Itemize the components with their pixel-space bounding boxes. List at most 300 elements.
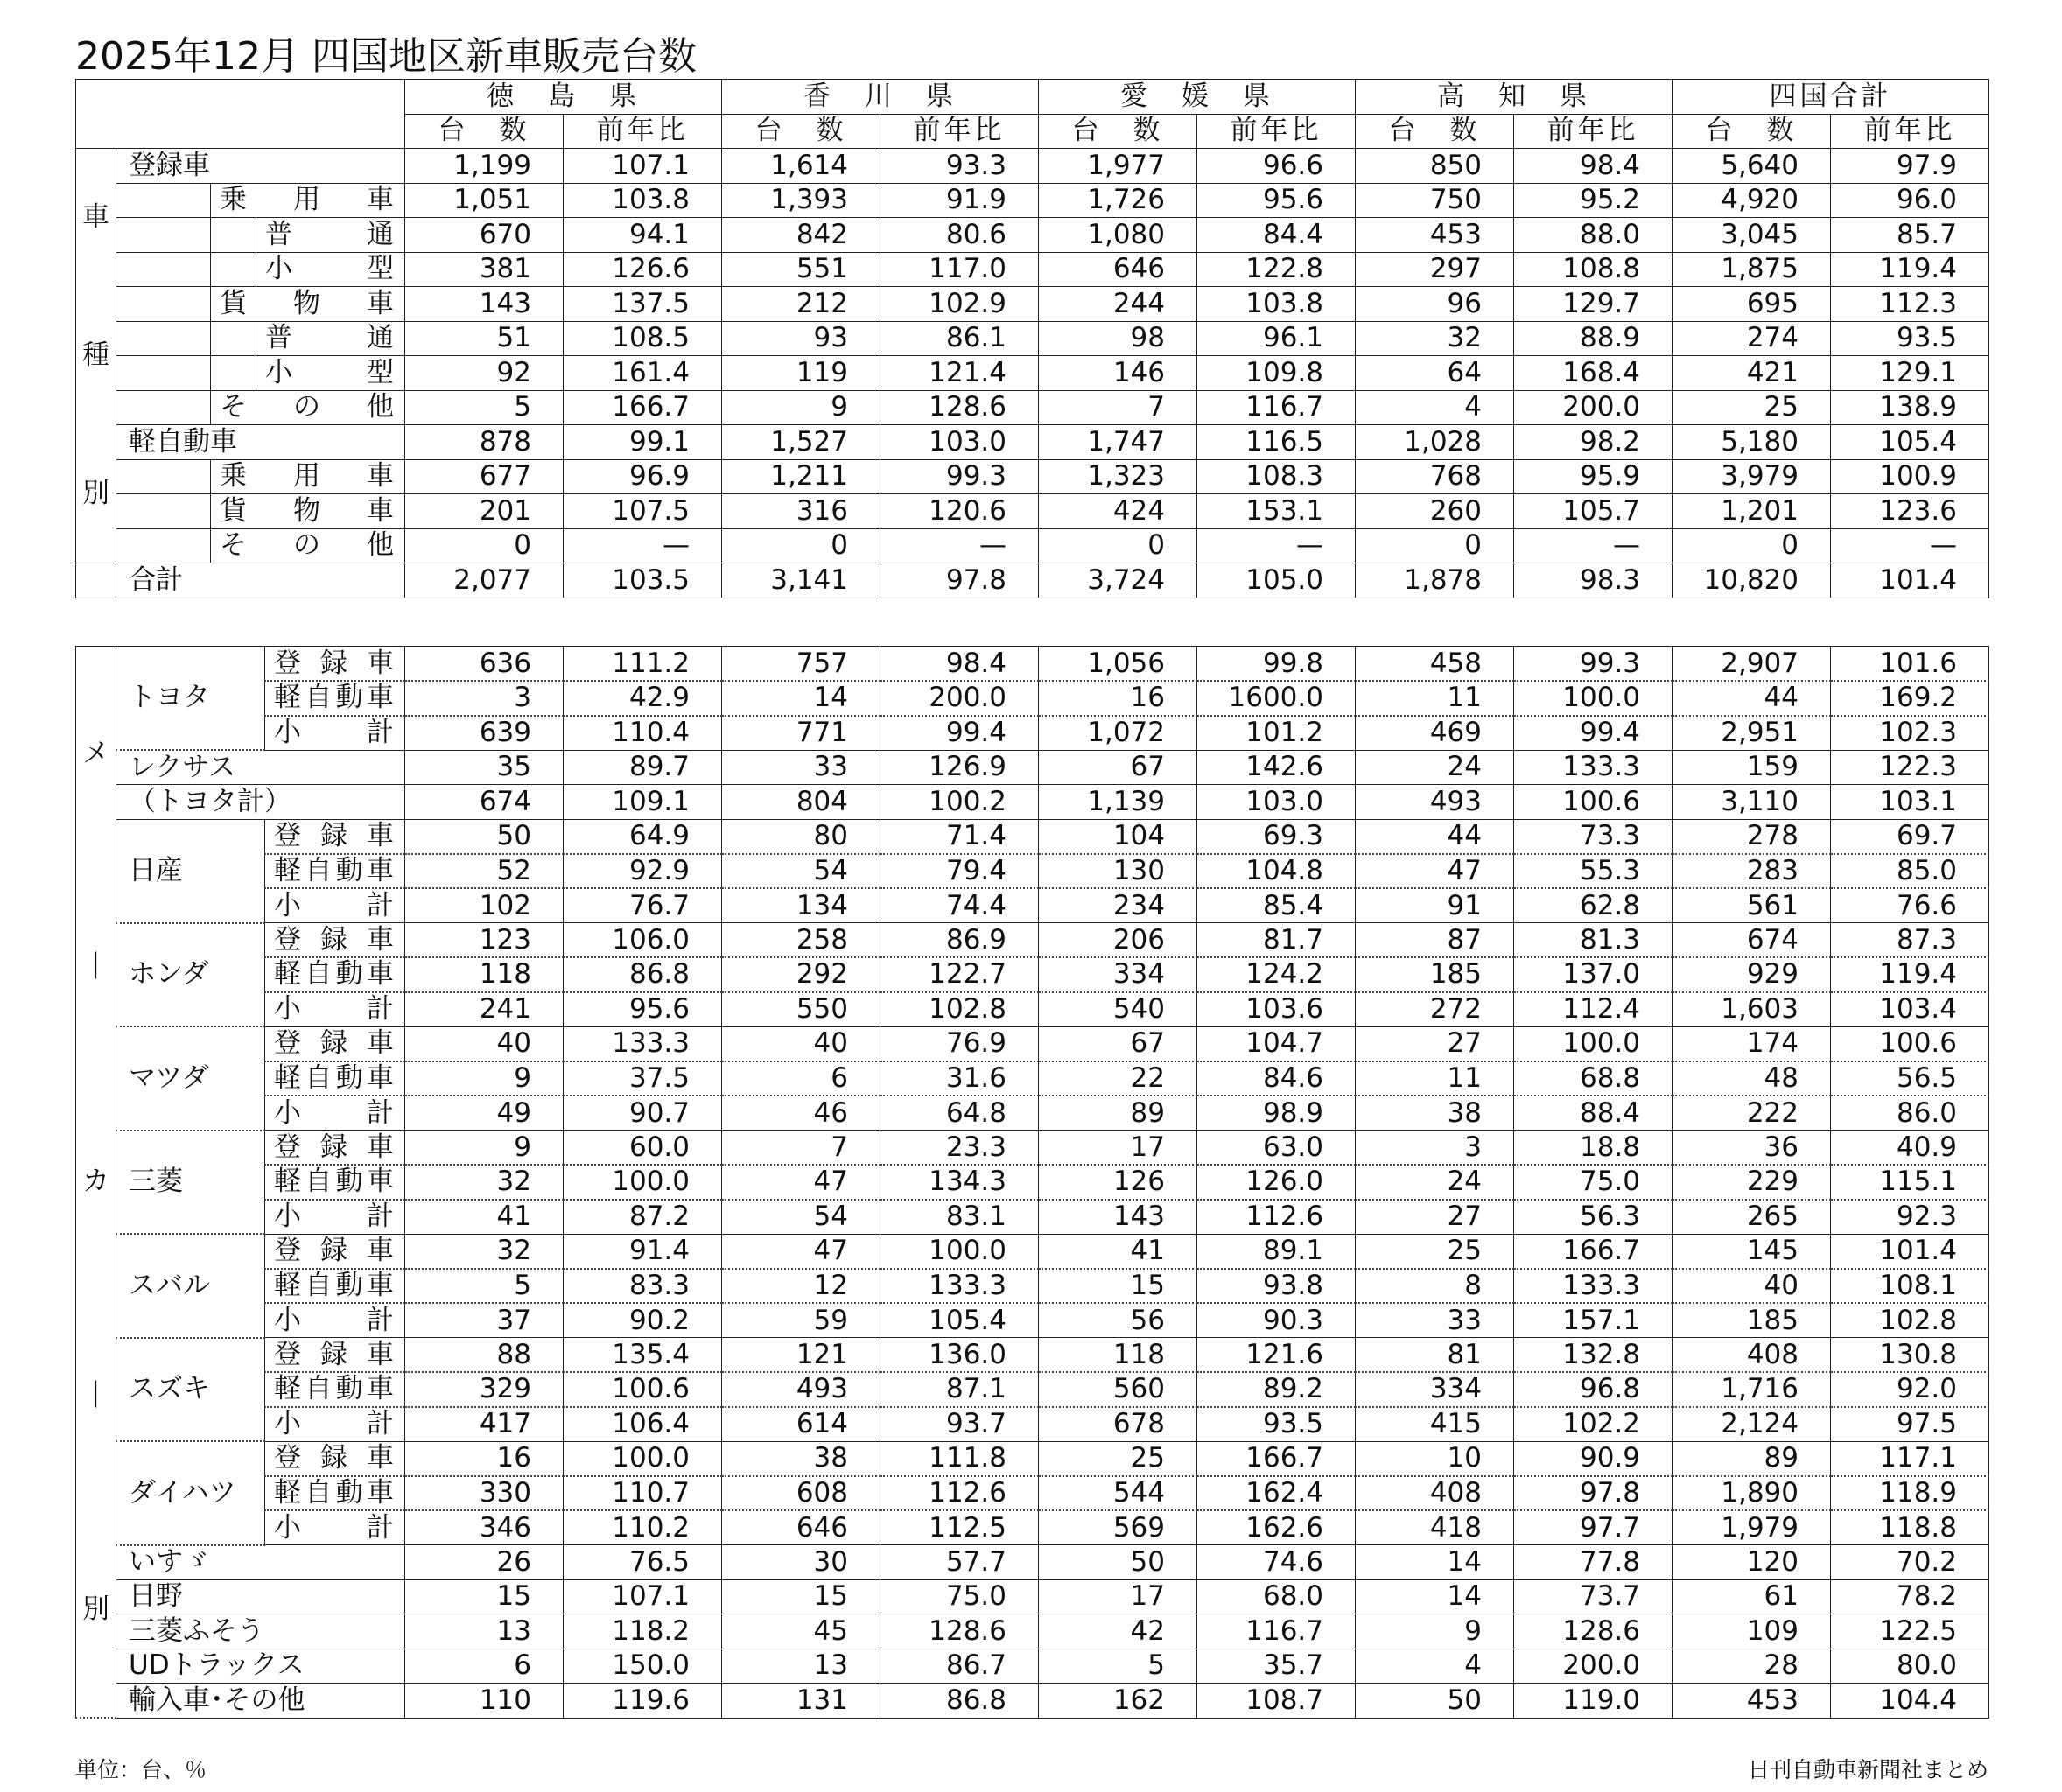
value-cell: 96.1 [1197,321,1356,356]
table-row [76,1579,1989,1614]
sub-label-text: 登 録 車 [274,1338,394,1370]
value-cell: 636 [405,647,564,682]
sub-label [265,1303,405,1338]
value-cell: 0 [1356,528,1514,564]
indent-cell [116,183,211,218]
value-cell: 119.4 [1831,252,1989,287]
value-cell: 241 [405,992,564,1027]
value-cell: 24 [1356,1165,1514,1200]
value-cell: 103.0 [880,425,1039,460]
value-cell: 83.3 [564,1269,722,1304]
value-cell: 88 [405,1338,564,1373]
value-cell: 415 [1356,1407,1514,1442]
value-cell: 71.4 [880,819,1039,854]
sub-label [265,1165,405,1200]
value-cell: 126 [1039,1165,1197,1200]
value-cell: 95.2 [1514,183,1673,218]
value-cell: 1,878 [1356,564,1514,598]
value-cell: 89.7 [564,750,722,785]
value-cell: 424 [1039,494,1197,529]
ratio-header: 前年比 [564,114,722,149]
value-cell: 61 [1673,1579,1831,1614]
value-cell: 31.6 [880,1061,1039,1096]
value-cell: 334 [1039,957,1197,992]
value-cell: 118 [405,957,564,992]
sub-label-text: 軽 自 動 車 [274,1373,394,1405]
value-cell: 274 [1673,321,1831,356]
value-cell: 118.8 [1831,1510,1989,1545]
maker-name: ホンダ [116,923,265,1027]
table-row [76,1441,1989,1476]
table-row [76,785,1989,820]
value-cell: 174 [1673,1026,1831,1061]
value-cell: 90.3 [1197,1303,1356,1338]
value-cell: 80.0 [1831,1648,1989,1684]
indent-cell [116,390,211,425]
table-row [76,321,1989,356]
value-cell: 118 [1039,1338,1197,1373]
value-cell: 14 [1356,1545,1514,1580]
sub-label-text: 小 計 [274,889,394,921]
value-cell: 329 [405,1372,564,1407]
value-cell: 93.3 [880,149,1039,184]
value-cell: 47 [1356,854,1514,889]
row-label-text: 普 通 [265,218,394,250]
value-cell: 40 [722,1026,880,1061]
value-cell: 131 [722,1684,880,1718]
value-cell: 695 [1673,287,1831,322]
row-label-text: 貨 物 車 [220,494,394,527]
value-cell: 79.4 [880,854,1039,889]
value-cell: 112.6 [1197,1200,1356,1235]
value-cell: 35.7 [1197,1648,1356,1684]
table-row [76,1476,1989,1511]
value-cell: 69.7 [1831,819,1989,854]
value-cell: 13 [405,1614,564,1649]
value-cell: 40 [1673,1269,1831,1304]
value-cell: 110.7 [564,1476,722,1511]
row-label-text: 小 型 [265,356,394,388]
value-cell: 6 [722,1061,880,1096]
value-cell: 51 [405,321,564,356]
value-cell: 93.8 [1197,1269,1356,1304]
value-cell: 1,211 [722,459,880,494]
value-cell: 1,051 [405,183,564,218]
vehicle-type-table [75,79,1989,598]
value-cell: 40.9 [1831,1130,1989,1166]
value-cell: 550 [722,992,880,1027]
sub-label-text: 軽 自 動 車 [274,854,394,886]
table-row [76,716,1989,751]
value-cell: 123.6 [1831,494,1989,529]
row-label-text: 小 型 [265,253,394,285]
value-cell: 98.4 [1514,149,1673,184]
value-cell: 5 [405,1269,564,1304]
value-cell: 81 [1356,1338,1514,1373]
value-cell: 850 [1356,149,1514,184]
value-cell: 97.7 [1514,1510,1673,1545]
table-row [76,1372,1989,1407]
value-cell: 93.5 [1831,321,1989,356]
value-cell: 646 [1039,252,1197,287]
value-cell: 13 [722,1648,880,1684]
value-cell: 381 [405,252,564,287]
value-cell: 3,110 [1673,785,1831,820]
value-cell: 25 [1356,1234,1514,1269]
value-cell: 122.8 [1197,252,1356,287]
row-label-text: 貨 物 車 [220,287,394,319]
value-cell: 88.9 [1514,321,1673,356]
value-cell: 201 [405,494,564,529]
sub-label-text: 登 録 車 [274,1442,394,1474]
value-cell: 81.7 [1197,923,1356,958]
value-cell: 639 [405,716,564,751]
sub-label-text: 登 録 車 [274,1235,394,1266]
value-cell: 42.9 [564,681,722,716]
indent-cell [116,459,211,494]
value-cell: 646 [722,1510,880,1545]
value-cell: 104.4 [1831,1684,1989,1718]
value-cell: 14 [1356,1579,1514,1614]
sub-label [265,957,405,992]
sub-label [265,1096,405,1130]
value-cell: 24 [1356,750,1514,785]
maker-name: 日野 [116,1579,405,1614]
value-cell: 17 [1039,1130,1197,1166]
value-cell: 4 [1356,390,1514,425]
table-row [76,425,1989,460]
table-row [76,1338,1989,1373]
value-cell: 85.4 [1197,888,1356,923]
value-cell: 92.9 [564,854,722,889]
value-cell: 96.0 [1831,183,1989,218]
table-row [76,1303,1989,1338]
value-cell: 37.5 [564,1061,722,1096]
value-cell: 126.6 [564,252,722,287]
value-cell: 111.2 [564,647,722,682]
value-cell: 41 [405,1200,564,1235]
value-cell: 96.8 [1514,1372,1673,1407]
value-cell: 105.4 [1831,425,1989,460]
value-cell: 244 [1039,287,1197,322]
value-cell: 608 [722,1476,880,1511]
value-cell: 128.6 [880,390,1039,425]
value-cell: 118.2 [564,1614,722,1649]
value-cell: 135.4 [564,1338,722,1373]
value-cell: 0 [1039,528,1197,564]
sub-label-text: 軽 自 動 車 [274,1476,394,1508]
value-cell: 98.4 [880,647,1039,682]
value-cell: 89.2 [1197,1372,1356,1407]
value-cell: 85.0 [1831,854,1989,889]
units-header: 台 数 [1673,114,1831,149]
value-cell: 25 [1039,1441,1197,1476]
value-cell: 108.5 [564,321,722,356]
value-cell: 25 [1673,390,1831,425]
value-cell: 100.9 [1831,459,1989,494]
value-cell: 112.4 [1514,992,1673,1027]
value-cell: 185 [1673,1303,1831,1338]
value-cell: 93.7 [880,1407,1039,1442]
value-cell: 102.9 [880,287,1039,322]
value-cell: 56.3 [1514,1200,1673,1235]
value-cell: 2,951 [1673,716,1831,751]
row-label-text: 普 通 [265,322,394,354]
value-cell: 103.8 [1197,287,1356,322]
value-cell: 100.0 [1514,681,1673,716]
value-cell: 15 [722,1579,880,1614]
value-cell: 112.3 [1831,287,1989,322]
value-cell: 117.1 [1831,1441,1989,1476]
table-row [76,1096,1989,1130]
table-row [76,183,1989,218]
value-cell: 561 [1673,888,1831,923]
table-row [76,1130,1989,1166]
value-cell: 124.2 [1197,957,1356,992]
value-cell: 37 [405,1303,564,1338]
maker-name: 輸入車･その他 [116,1684,405,1718]
value-cell: 206 [1039,923,1197,958]
value-cell: 126.9 [880,750,1039,785]
value-cell: 76.6 [1831,888,1989,923]
value-cell: 89.1 [1197,1234,1356,1269]
row-label [211,528,405,564]
row-label [211,459,405,494]
sub-label-text: 登 録 車 [274,923,394,956]
value-cell: 122.3 [1831,750,1989,785]
value-cell: 93.5 [1197,1407,1356,1442]
section-label-maker: メ ｜ カ ｜ 別 [76,647,116,1718]
prefecture-header: 徳 島 県 [405,80,722,115]
value-cell: 129.7 [1514,287,1673,322]
value-cell: 40 [405,1026,564,1061]
indent-cell [116,356,211,391]
row-label [211,494,405,529]
units-header: 台 数 [1356,114,1514,149]
maker-name: いすゞ [116,1545,405,1580]
value-cell: 143 [1039,1200,1197,1235]
value-cell: 33 [1356,1303,1514,1338]
units-header: 台 数 [405,114,564,149]
sub-label-text: 小 計 [274,1511,394,1544]
sub-label-text: 軽 自 動 車 [274,1269,394,1301]
sub-label [265,854,405,889]
maker-table [75,646,1989,1718]
value-cell: 103.6 [1197,992,1356,1027]
value-cell: 804 [722,785,880,820]
value-cell: 119.4 [1831,957,1989,992]
ratio-header: 前年比 [1514,114,1673,149]
value-cell: 112.6 [880,1476,1039,1511]
value-cell: 107.1 [564,1579,722,1614]
value-cell: 98.3 [1514,564,1673,598]
value-cell: 1,199 [405,149,564,184]
table-row [76,647,1989,682]
row-label-text: そ の 他 [220,529,394,562]
value-cell: 46 [722,1096,880,1130]
value-cell: 10 [1356,1441,1514,1476]
value-cell: 97.8 [880,564,1039,598]
value-cell: 112.5 [880,1510,1039,1545]
value-cell: 122.7 [880,957,1039,992]
value-cell: 77.8 [1514,1545,1673,1580]
value-cell: 469 [1356,716,1514,751]
value-cell: 150.0 [564,1648,722,1684]
value-cell: 99.3 [880,459,1039,494]
value-cell: 110 [405,1684,564,1718]
value-cell: 166.7 [564,390,722,425]
value-cell: 106.4 [564,1407,722,1442]
value-cell: 85.7 [1831,218,1989,253]
value-cell: 92 [405,356,564,391]
table-row [76,1510,1989,1545]
value-cell: 44 [1673,681,1831,716]
value-cell: 109 [1673,1614,1831,1649]
table-row [76,1165,1989,1200]
value-cell: 4,920 [1673,183,1831,218]
value-cell: 81.3 [1514,923,1673,958]
table-row [76,1200,1989,1235]
sub-label [265,1441,405,1476]
value-cell: 9 [405,1130,564,1166]
value-cell: 100.6 [564,1372,722,1407]
value-cell: 47 [722,1165,880,1200]
value-cell: 138.9 [1831,390,1989,425]
value-cell: 458 [1356,647,1514,682]
value-cell: 130.8 [1831,1338,1989,1373]
value-cell: 670 [405,218,564,253]
table-row [76,252,1989,287]
value-cell: 28 [1673,1648,1831,1684]
value-cell: 9 [722,390,880,425]
header-row-prefecture [76,80,1989,115]
value-cell: 102.3 [1831,716,1989,751]
value-cell: 83.1 [880,1200,1039,1235]
value-cell: 134.3 [880,1165,1039,1200]
value-cell: 129.1 [1831,356,1989,391]
value-cell: 11 [1356,681,1514,716]
row-label [256,356,405,391]
table-row [76,390,1989,425]
value-cell: 89 [1673,1441,1831,1476]
value-cell: 842 [722,218,880,253]
value-cell: 86.0 [1831,1096,1989,1130]
value-cell: 87.2 [564,1200,722,1235]
value-cell: 99.3 [1514,647,1673,682]
value-cell: 878 [405,425,564,460]
sub-label-text: 小 計 [274,717,394,748]
value-cell: 1,890 [1673,1476,1831,1511]
value-cell: 26 [405,1545,564,1580]
row-label [211,390,405,425]
value-cell: 2,907 [1673,647,1831,682]
value-cell: 54 [722,1200,880,1235]
value-cell: 90.2 [564,1303,722,1338]
value-cell: 334 [1356,1372,1514,1407]
value-cell: 68.8 [1514,1061,1673,1096]
total-label: 合計 [116,564,405,598]
value-cell: 544 [1039,1476,1197,1511]
value-cell: 86.8 [880,1684,1039,1718]
value-cell: 166.7 [1197,1441,1356,1476]
table-row [76,957,1989,992]
table-row [76,287,1989,322]
row-label: 登録車 [116,149,405,184]
value-cell: 56.5 [1831,1061,1989,1096]
value-cell: 33 [722,750,880,785]
section-label-vehicle-type: 車 種 別 [76,149,116,564]
row-label: 軽自動車 [116,425,405,460]
row-label-text: そ の 他 [220,391,394,424]
units-header: 台 数 [1039,114,1197,149]
value-cell: 560 [1039,1372,1197,1407]
value-cell: 15 [1039,1269,1197,1304]
value-cell: 98.9 [1197,1096,1356,1130]
page-title: 2025年12月 四国地区新車販売台数 [75,34,697,79]
row-label [256,218,405,253]
value-cell: 677 [405,459,564,494]
value-cell: 103.4 [1831,992,1989,1027]
table-row [76,681,1989,716]
value-cell: — [1831,528,1989,564]
table-row [76,494,1989,529]
value-cell: 1,139 [1039,785,1197,820]
value-cell: 185 [1356,957,1514,992]
value-cell: 56 [1039,1303,1197,1338]
value-cell: 757 [722,647,880,682]
value-cell: 142.6 [1197,750,1356,785]
value-cell: 200.0 [1514,1648,1673,1684]
value-cell: 159 [1673,750,1831,785]
value-cell: 49 [405,1096,564,1130]
value-cell: 107.1 [564,149,722,184]
value-cell: 87.1 [880,1372,1039,1407]
value-cell: 27 [1356,1200,1514,1235]
corner-cell [76,80,405,149]
value-cell: 229 [1673,1165,1831,1200]
value-cell: 119.6 [564,1684,722,1718]
value-cell: 108.3 [1197,459,1356,494]
value-cell: 87 [1356,923,1514,958]
sub-label [265,819,405,854]
value-cell: 133.3 [1514,750,1673,785]
value-cell: 115.1 [1831,1165,1989,1200]
value-cell: — [564,528,722,564]
table-row [76,992,1989,1027]
unit-note: 単位：台、％ [75,1757,207,1782]
value-cell: 122.5 [1831,1614,1989,1649]
value-cell: 222 [1673,1096,1831,1130]
value-cell: 47 [722,1234,880,1269]
value-cell: 540 [1039,992,1197,1027]
indent-cell [116,218,211,253]
value-cell: 103.5 [564,564,722,598]
value-cell: 89 [1039,1096,1197,1130]
sub-label [265,1026,405,1061]
value-cell: 103.8 [564,183,722,218]
value-cell: 92.0 [1831,1372,1989,1407]
value-cell: 5 [405,390,564,425]
row-label-text: 乗 用 車 [220,460,394,493]
sub-label-text: 小 計 [274,1096,394,1129]
value-cell: 1,603 [1673,992,1831,1027]
value-cell: 346 [405,1510,564,1545]
table-row [76,1614,1989,1649]
value-cell: 109.1 [564,785,722,820]
indent-cell [116,252,211,287]
value-cell: 162.6 [1197,1510,1356,1545]
value-cell: 95.6 [564,992,722,1027]
